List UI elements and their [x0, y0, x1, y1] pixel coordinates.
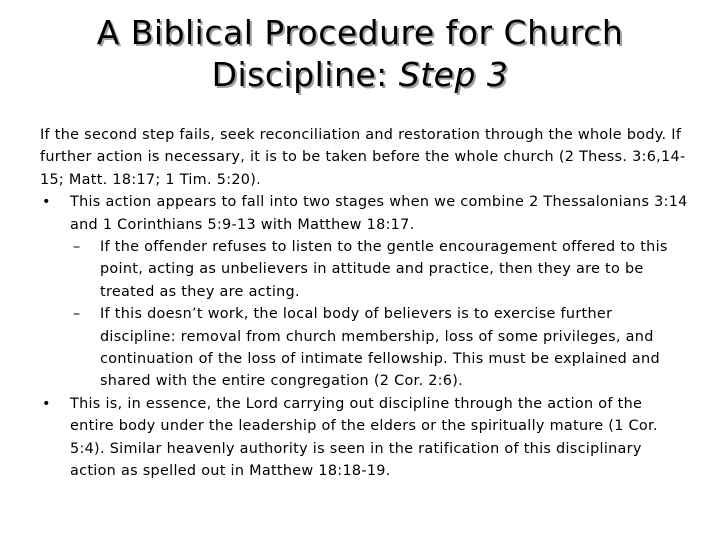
- bullet-icon: •: [42, 395, 51, 412]
- title-line-2-main: Discipline:: [211, 55, 399, 94]
- dash-icon: –: [73, 306, 81, 323]
- bullet-text-2: This is, in essence, the Lord carrying out discipline through the action of the entire body under the leadership of the elders or the spiritually mature (1 Cor. 5:4). Similar heavenly authority is seen in the ratification of this disciplinary action as spelled out in Matthew 18:18-19.: [70, 395, 658, 480]
- sub-bullet-text-2: If this doesn’t work, the local body of believers is to exercise further discipline: removal from church membership, loss of some privileges, and continuation of the loss of intimate fellowship. This must be explained and shared with the entire congregation (2 Cor. 2:6).: [100, 306, 660, 390]
- intro-paragraph: If the second step fails, seek reconciliation and restoration through the whole body. If further action is necessary, it is to be taken before the whole church (2 Thess. 3:6,14-15; Matt. 18:17; 1 Tim. 5:20).: [40, 127, 686, 188]
- slide-title: [0, 12, 720, 96]
- bullet-item-1: [40, 191, 690, 236]
- title-line-1: A Biblical Procedure for Church: [96, 13, 624, 52]
- sub-bullet-text-1: If the offender refuses to listen to the gentle encouragement offered to this point, acting as unbelievers in attitude and practice, then they are to be treated as they are acting.: [100, 239, 668, 300]
- bullet-icon: •: [42, 194, 51, 211]
- title-line-2: [0, 54, 720, 96]
- dash-icon: –: [73, 239, 81, 256]
- title-step-label: Step 3: [398, 55, 509, 94]
- slide-body: [40, 124, 690, 483]
- bullet-item-2: [40, 393, 690, 483]
- bullet-text-1: This action appears to fall into two stages when we combine 2 Thessalonians 3:14 and 1 Corinthians 5:9-13 with Matthew 18:17.: [70, 194, 688, 233]
- sub-bullet-item-1: [40, 236, 690, 303]
- sub-bullet-item-2: [40, 303, 690, 393]
